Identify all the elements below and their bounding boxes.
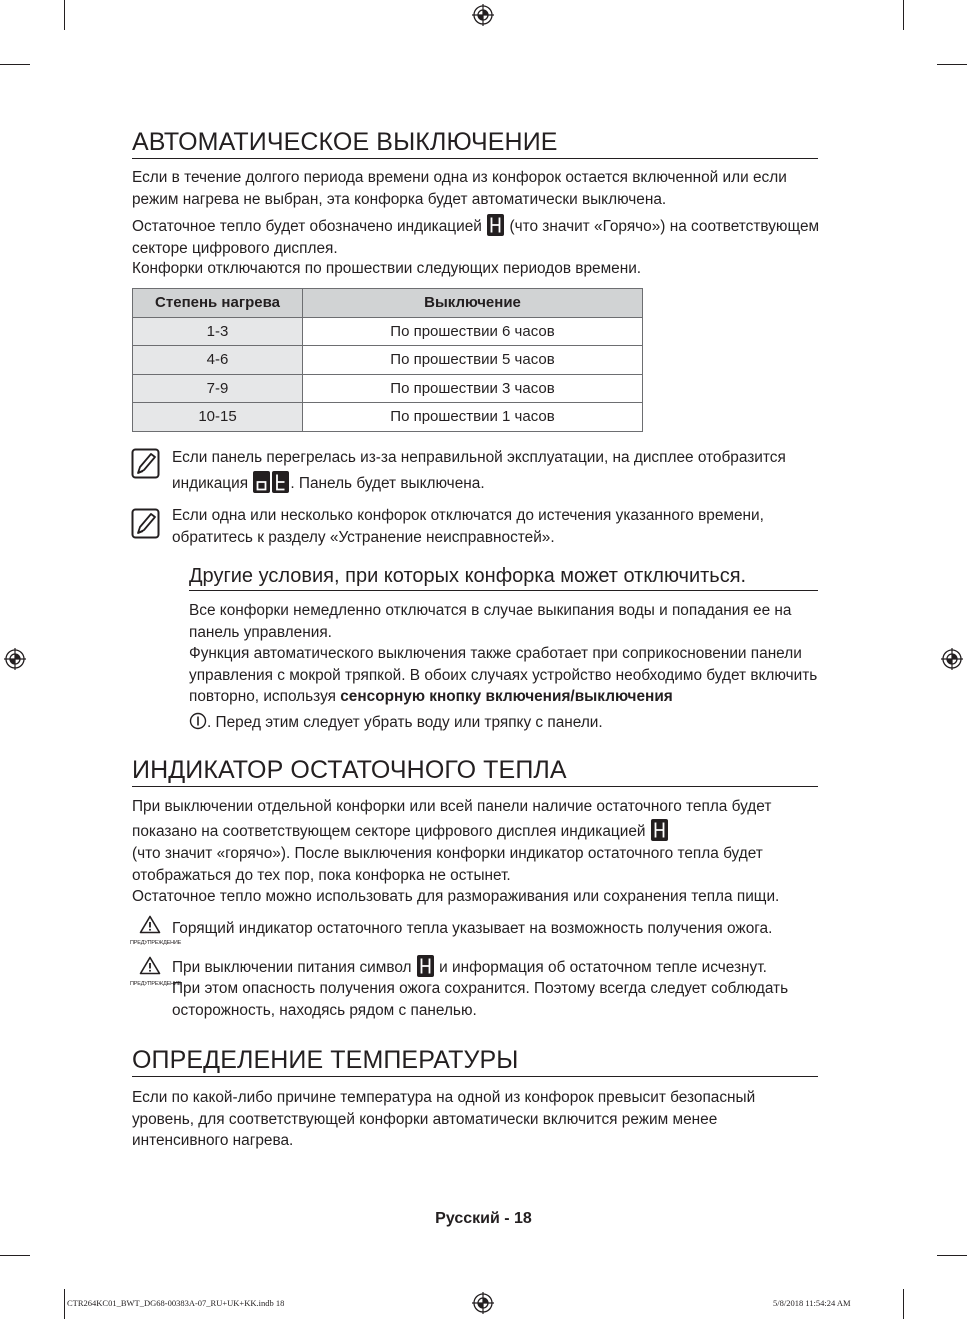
overheat-o-indicator-icon (253, 471, 270, 493)
warning-text (172, 955, 822, 979)
print-slug-file: CTR264KC01_BWT_DG68-00383A-07_RU+UK+KK.indb 18 (67, 1298, 285, 1308)
overheat-t-indicator-icon (272, 471, 289, 493)
crop-mark (0, 1255, 30, 1256)
warning-text: Горящий индикатор остаточного тепла указывает на возможность получения ожога. (172, 920, 773, 937)
table-header-row (133, 289, 643, 318)
warning-badge (130, 956, 182, 996)
warning-icon (139, 915, 161, 934)
crop-mark (903, 1289, 904, 1319)
note-icon (131, 508, 161, 540)
paragraph (132, 214, 822, 259)
text: . Перед этим следует убрать воду или тряпку с панели. (207, 714, 603, 731)
section-title-auto-off: АВТОМАТИЧЕСКОЕ ВЫКЛЮЧЕНИЕ (132, 127, 818, 159)
hot-h-indicator-icon (487, 214, 504, 236)
table-cell: 4-6 (133, 346, 303, 375)
table-header: Выключение (303, 289, 643, 318)
paragraph: (что значит «горячо»). После выключения конфорки индикатор остаточного тепла будет отображаться до тех пор, пока конфорка не остынет. (132, 845, 763, 884)
text: . Панель будет выключена. (290, 475, 485, 492)
page-number: Русский - 18 (435, 1210, 532, 1227)
subsection-title: Другие условия, при которых конфорка может отключиться. (189, 563, 818, 591)
table-cell: По прошествии 6 часов (303, 317, 643, 346)
paragraph: Все конфорки немедленно отключатся в случае выкипания воды и попадания ее на панель управления. (189, 602, 792, 641)
text: (что значит «Горячо») на соответствующем секторе цифрового дисплея. (132, 218, 820, 257)
paragraph (189, 643, 821, 708)
registration-mark-icon (472, 1292, 494, 1314)
crop-mark (64, 0, 65, 30)
text: Остаточное тепло будет обозначено индикацией (132, 218, 482, 235)
section-title-residual-heat: ИНДИКАТОР ОСТАТОЧНОГО ТЕПЛА (132, 755, 818, 787)
auto-off-table (132, 288, 643, 432)
table-cell: По прошествии 1 часов (303, 403, 643, 432)
warning-label: ПРЕДУПРЕЖДЕНИЕ (130, 940, 182, 946)
note-text (172, 445, 822, 497)
table-cell: 1-3 (133, 317, 303, 346)
power-button-reference: сенсорную кнопку включения/выключения (340, 688, 673, 705)
crop-mark (937, 64, 967, 65)
warning-text: При этом опасность получения ожога сохранится. Поэтому всегда следует соблюдать осторожность, находясь рядом с панелью. (172, 980, 789, 1019)
table-cell: 7-9 (133, 374, 303, 403)
crop-mark (64, 1289, 65, 1319)
text: и информация об остаточном тепле исчезнут. (439, 959, 767, 976)
table-cell: 10-15 (133, 403, 303, 432)
text: Функция автоматического выключения также сработает при соприкосновении панели управления с мокрой тряпкой. В обоих случаях устройство необходимо будет включить повторно, используя (189, 645, 818, 705)
note-icon (131, 448, 161, 480)
paragraph: Конфорки отключаются по прошествии следующих периодов времени. (132, 260, 642, 277)
text: Если панель перегрелась из-за неправильной эксплуатации, на дисплее отобразится индикация (172, 449, 786, 492)
warning-label: ПРЕДУПРЕЖДЕНИЕ (130, 981, 182, 987)
paragraph: Если в течение долгого периода времени одна из конфорок остается включенной или если режим нагрева не выбран, эта конфорка будет автоматически выключена. (132, 169, 787, 208)
hot-h-indicator-icon (417, 955, 434, 977)
table-row (133, 346, 643, 375)
crop-mark (903, 0, 904, 30)
text: При выключении отдельной конфорки или всей панели наличие остаточного тепла будет показано на соответствующем секторе цифрового дисплея индикацией (132, 798, 772, 840)
registration-mark-icon (472, 4, 494, 26)
warning-icon (139, 956, 161, 975)
paragraph (132, 795, 808, 844)
power-icon (189, 712, 207, 730)
section-title-temperature: ОПРЕДЕЛЕНИЕ ТЕМПЕРАТУРЫ (132, 1045, 818, 1077)
table-row (133, 403, 643, 432)
crop-mark (937, 1255, 967, 1256)
text: При выключении питания символ (172, 959, 412, 976)
print-slug-date: 5/8/2018 11:54:24 AM (773, 1298, 851, 1308)
hot-h-indicator-icon (651, 819, 668, 841)
table-row (133, 317, 643, 346)
table-cell: По прошествии 5 часов (303, 346, 643, 375)
note-text: Если одна или несколько конфорок отключатся до истечения указанного времени, обратитесь к разделу «Устранение неисправностей». (172, 507, 764, 546)
registration-mark-icon (941, 648, 963, 670)
paragraph: Остаточное тепло можно использовать для размораживания или сохранения тепла пищи. (132, 888, 780, 905)
paragraph (189, 712, 821, 734)
registration-mark-icon (4, 648, 26, 670)
paragraph: Если по какой-либо причине температура на одной из конфорок превысит безопасный уровень, для соответствующей конфорки автоматически включится режим менее интенсивного нагрева. (132, 1089, 756, 1149)
table-header: Степень нагрева (133, 289, 303, 318)
table-cell: По прошествии 3 часов (303, 374, 643, 403)
warning-badge (130, 915, 182, 955)
crop-mark (0, 64, 30, 65)
table-row (133, 374, 643, 403)
